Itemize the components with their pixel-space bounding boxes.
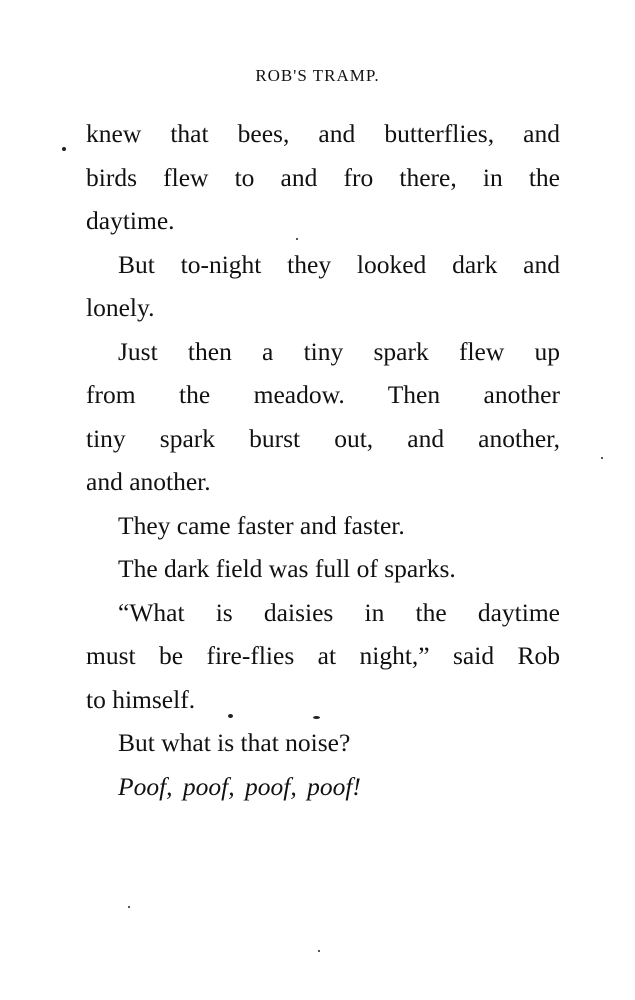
text-line: must be fire-flies at night,” said Rob — [86, 641, 560, 670]
ink-speck — [228, 714, 233, 718]
ink-speck — [296, 238, 298, 240]
text-line: The dark field was full of sparks. — [118, 554, 456, 583]
ink-speck — [318, 950, 320, 952]
page-body — [86, 112, 560, 808]
text-line-italic: Poof, poof, poof, poof! — [118, 771, 361, 801]
ink-speck — [601, 457, 603, 459]
text-line: tiny spark burst out, and another, — [86, 423, 560, 453]
text-line: and another. — [86, 467, 211, 496]
text-line: “What is daisies in the daytime — [118, 597, 560, 627]
text-line: birds flew to and fro there, in the — [86, 162, 560, 192]
ink-speck — [128, 906, 130, 908]
running-head: ROB'S TRAMP. — [255, 66, 380, 85]
text-line: lonely. — [86, 293, 155, 322]
text-line: Just then a tiny spark flew up — [118, 336, 560, 366]
text-line: But to-night they looked dark and — [118, 249, 560, 279]
text-line: from the meadow. Then another — [86, 380, 560, 409]
text-line: knew that bees, and butterflies, and — [86, 119, 560, 148]
text-line: They came faster and faster. — [118, 510, 405, 540]
ink-speck — [313, 716, 320, 719]
text-line: But what is that noise? — [118, 728, 351, 757]
ink-speck — [62, 147, 66, 151]
text-line: daytime. — [86, 206, 175, 235]
text-line: to himself. — [86, 684, 196, 714]
